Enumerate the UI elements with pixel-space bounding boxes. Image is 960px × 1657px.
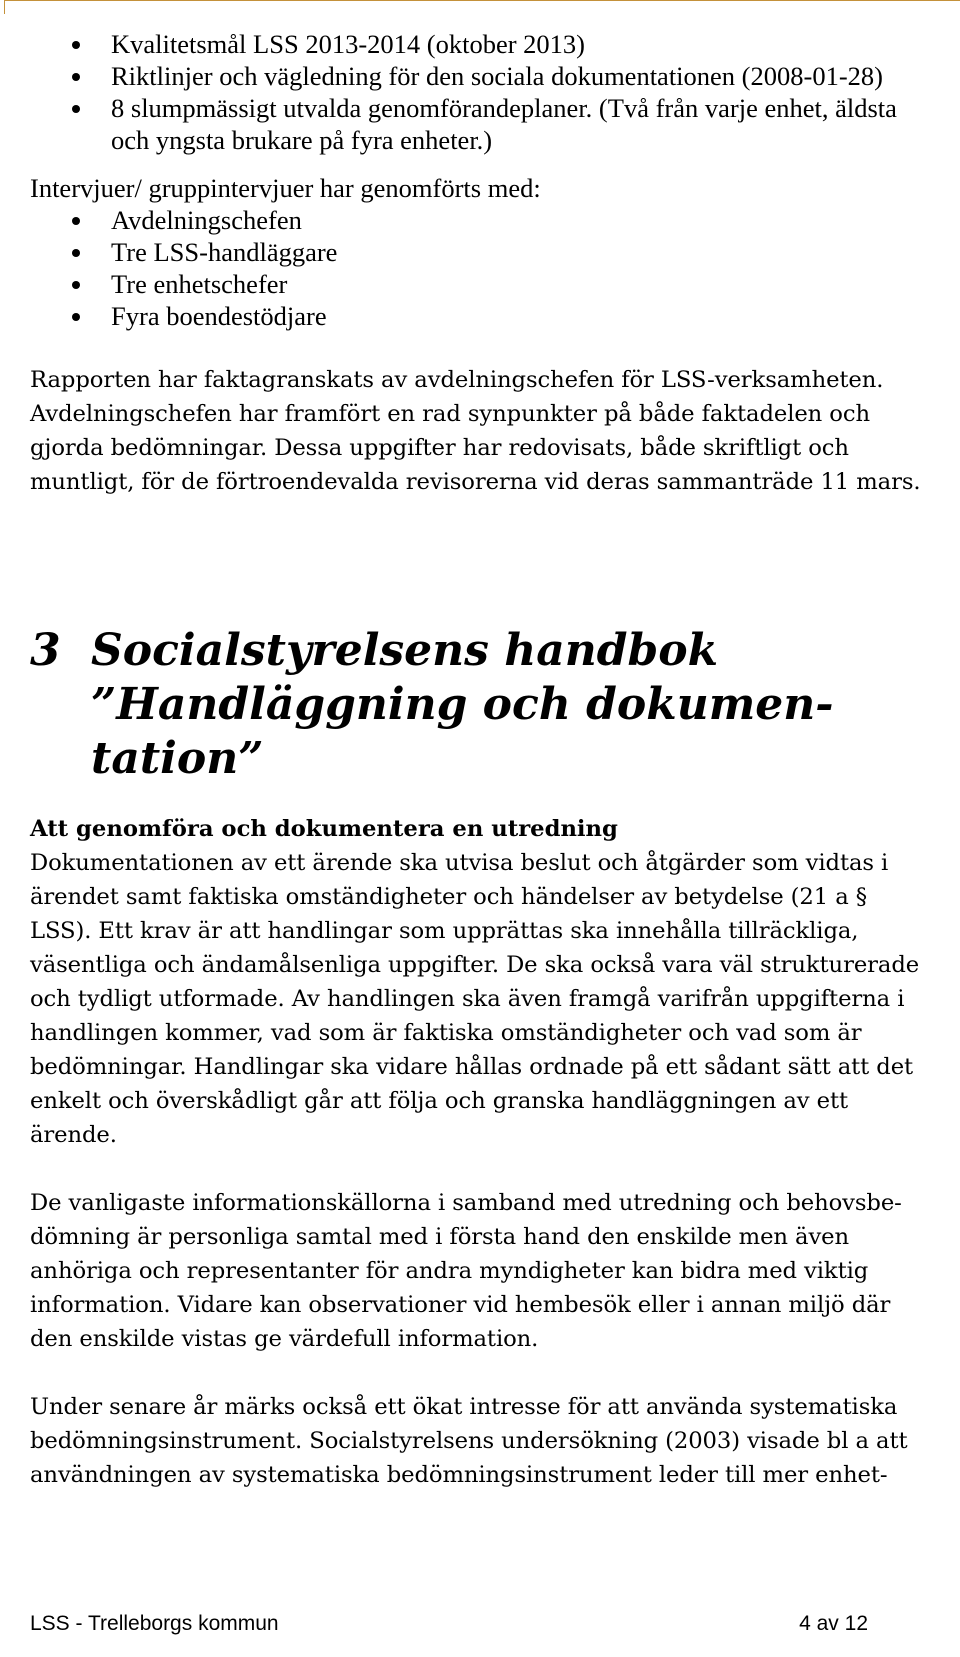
bullet-icon xyxy=(72,313,80,321)
body-paragraph: Dokumentationen av ett ärende ska utvisa beslut och åtgärder som vidtas i ärendet samt faktiska omständigheter och händelser av betydelse (21 a § LSS). Ett krav är att handlingar som upprättas ska innehålla tillräckliga, väsentliga och ändamålsenliga uppgifter. De ska också vara väl strukturerade och tydligt utformade. Av handlingen ska även framgå varifrån uppgifterna i handlingen kommer, vad som är faktiska omständigheter och vad som är bedömningar. Handlingar ska vidare hållas ordnade på ett sådant sätt att det enkelt och överskådligt går att följa och granska handläggningen av ett ärende. xyxy=(30,850,920,1148)
interviews-intro: Intervjuer/ gruppintervjuer har genomförts med: xyxy=(30,173,541,203)
bullet-icon xyxy=(72,249,80,257)
bullet-icon xyxy=(72,105,80,113)
list-item: Avdelningschefen xyxy=(30,204,930,236)
list-item: Fyra boendestödjare xyxy=(30,300,930,332)
page-corner-mark xyxy=(4,0,960,14)
footer-organization: LSS - Trelleborgs kommun xyxy=(30,1612,279,1635)
page-footer xyxy=(30,1610,868,1638)
page-content xyxy=(30,28,930,1492)
page-number: 4 av 12 xyxy=(799,1612,868,1635)
chapter-heading xyxy=(30,624,930,786)
list-item: Tre LSS-handläggare xyxy=(30,236,930,268)
bullet-icon xyxy=(72,73,80,81)
bullet-icon xyxy=(72,217,80,225)
review-paragraph: Rapporten har faktagranskats av avdelningschefen för LSS-verksamheten. Avdelningschefen har framfört en rad synpunkter på både faktadelen och gjorda bedömningar. Dessa uppgifter har redovisats, både skriftligt och muntligt, för de förtroendevalda revisorerna vid deras sammanträde 11 mars. xyxy=(30,367,921,495)
bullet-icon xyxy=(72,281,80,289)
bullet-icon xyxy=(72,41,80,49)
chapter-title: Socialstyrelsens handbok ”Handläggning och dokumen-tation” xyxy=(91,625,834,784)
list-item: Riktlinjer och vägledning för den sociala dokumentationen (2008-01-28) xyxy=(30,60,930,92)
list-item: Tre enhetschefer xyxy=(30,268,930,300)
interviewees-list xyxy=(30,204,930,332)
list-item: Kvalitetsmål LSS 2013-2014 (oktober 2013) xyxy=(30,28,930,60)
body-paragraph: Under senare år märks också ett ökat intresse för att använda systematiska bedömningsinstrument. Socialstyrelsens undersökning (2003) visade bl a att användningen av systematiska bedömningsinstrument leder till mer enhet- xyxy=(30,1394,908,1488)
section-subheading: Att genomföra och dokumentera en utredning xyxy=(30,816,618,842)
documents-list xyxy=(30,28,930,156)
body-paragraph: De vanligaste informationskällorna i samband med utredning och behovsbe-dömning är personliga samtal med i första hand den enskilde men även anhöriga och representanter för andra myndigheter kan bidra med viktig information. Vidare kan observationer vid hembesök eller i annan miljö där den enskilde vistas ge värdefull information. xyxy=(30,1190,902,1352)
list-item: 8 slumpmässigt utvalda genomförandeplaner. (Två från varje enhet, äldsta och yngsta brukare på fyra enheter.) xyxy=(30,92,930,156)
chapter-number: 3 xyxy=(30,625,61,676)
